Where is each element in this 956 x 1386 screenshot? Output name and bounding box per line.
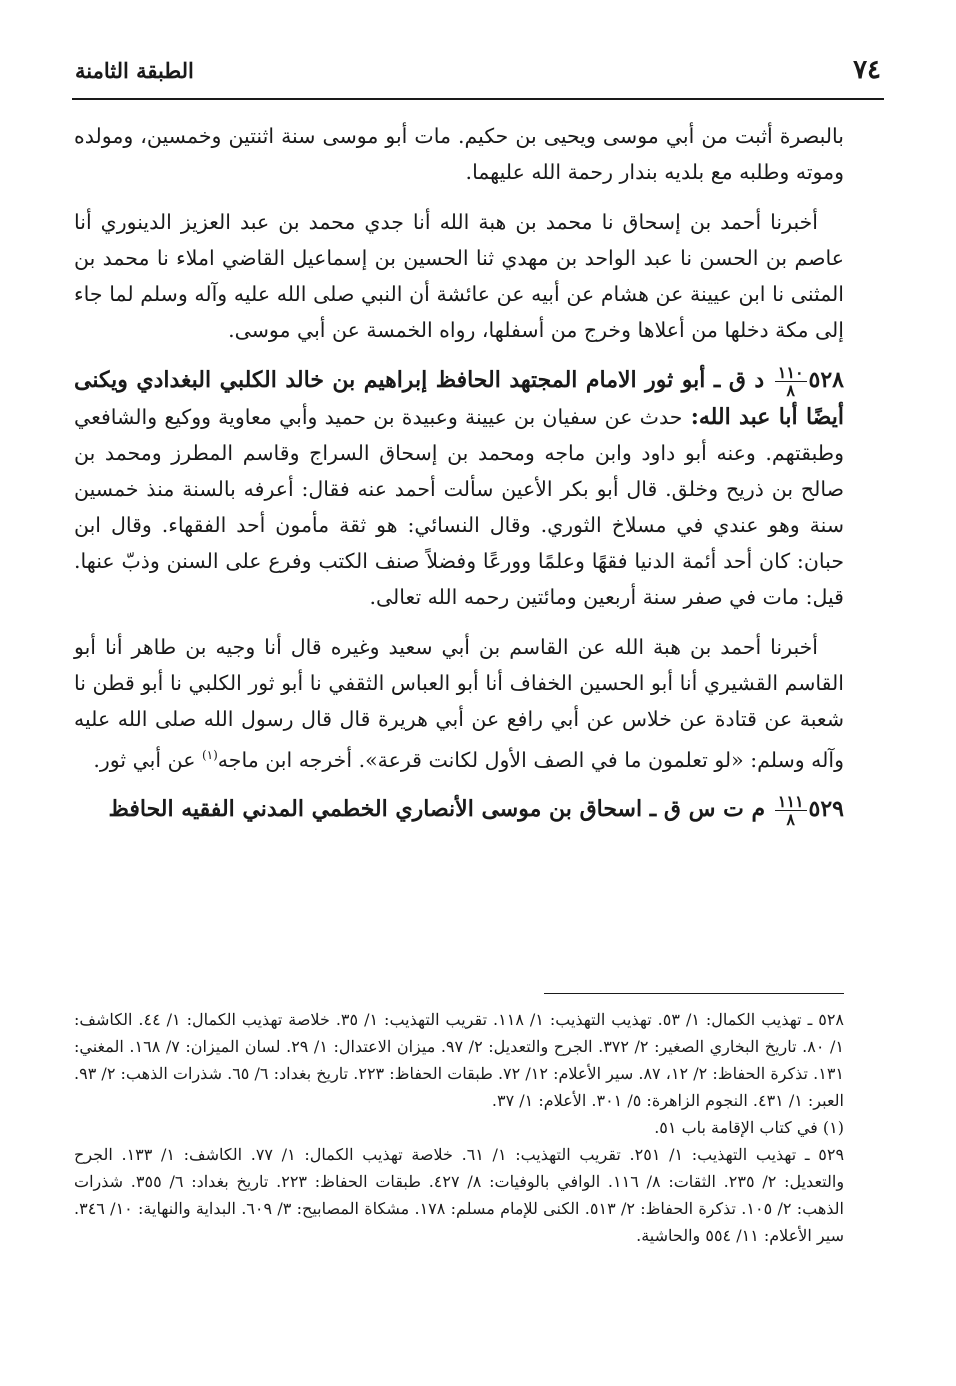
paragraph-isnad-2 xyxy=(74,629,844,778)
footnote-rule xyxy=(544,993,844,994)
footnote-529-sources: ٥٢٩ ـ تهذيب التهذيب: ١/ ٢٥١. تقريب التهذيب: ١/ ٦١. خلاصة تهذيب الكمال: ١/ ٧٧. الكاشف: ١/ ١٣٣. الجرح والتعديل: ٢/ ٢٣٥. الثقات: ٨/ ١١٦. الوافي بالوفيات: ٨/ ٤٢٧. طبقات الحفاظ: ٢٢٣. تاريخ بغداد: ٦/ ٣٥٥. شذرات الذهب: ٢/ ١٠٥. تذكرة الحفاظ: ٢/ ٥١٣. الكنى للإمام مسلم: ١٧٨. مشكاة المصابيح: ٣/ ٦٠٩. البداية والنهاية: ١٠/ ٣٤٦. سير الأعلام: ١١/ ٥٥٤ والحاشية. xyxy=(74,1145,845,1245)
entry-528-fraction xyxy=(775,364,807,399)
isnad-2-tail: عن أبي ثور. xyxy=(93,747,202,772)
running-title: الطبقة الثامنة xyxy=(75,57,194,83)
entry-528-frac-num: ١١٠ xyxy=(775,364,807,382)
page-number: ٧٤ xyxy=(853,55,881,85)
entry-528-frac-den: ٨ xyxy=(786,380,795,400)
footnote-ref-1: (١) xyxy=(201,747,218,762)
isnad-2-text: أخبرنا أحمد بن هبة الله عن القاسم بن أبي سعيد وغيره قال أنا وجيه بن طاهر أنا أبو القاسم القشيري أنا أبو الحسين الخفاف أنا أبو العباس الثقفي نا أبو ثور الكلبي نا أبو قطن نا شعبة عن قتادة عن خلاس عن أبي رافع عن أبي هريرة قال قال رسول الله صلى الله عليه وآله وسلم: «لو تعلمون ما في الصف الأول لكانت قرعة». أخرجه ابن ماجه xyxy=(74,634,844,772)
footnote-528-sources: ٥٢٨ ـ تهذيب الكمال: ١/ ٥٣. تهذيب التهذيب: ١/ ١١٨. تقريب التهذيب: ١/ ٣٥. خلاصة تهذيب الكمال: ١/ ٤٤. الكاشف: ١/ ٨٠. تاريخ البخاري الصغير: ٢/ ٣٧٢. الجرح والتعديل: ٢/ ٩٧. ميزان الاعتدال: ١/ ٢٩. لسان الميزان: ٧/ ١٦٨. المغني: ١٣١. تذكرة الحفاظ: ٢/ ١٢، ٨٧. سير الأعلام: ١٢/ ٧٢. طبقات الحفاظ: ٢٢٣. تاريخ بغداد: ٦/ ٦٥. شذرات الذهب: ٢/ ٩٣. العبر: ١/ ٤٣١. النجوم الزاهرة: ٥/ ٣٠١. الأعلام: ١/ ٣٧. xyxy=(74,1010,845,1110)
entry-528 xyxy=(74,362,844,615)
entry-529-frac-den: ٨ xyxy=(786,809,795,829)
entry-529-frac-num: ١١١ xyxy=(775,793,807,811)
entry-528-text: حدث عن سفيان بن عيينة وعبيدة بن حميد وأبي معاوية ووكيع والشافعي وطبقتهم. وعنه أبو داود وابن ماجه ومحمد بن إسحاق السراج وقاسم المطرز ومحمد بن صالح بن ذريح وخلق. قال أبو بكر الأعين سألت أحمد عنه فقال: أعرفه بالسنة منذ خمسين سنة وهو عندي في مسلاخ الثوري. وقال النسائي: هو ثقة مأمون أحد الفقهاء. وقال ابن حبان: كان أحد أئمة الدنيا فقهًا وعلمًا وورعًا وفضلاً صنف الكتب وفرع على السنن وذبّ عنها. قيل: مات في صفر سنة أربعين ومائتين رحمه الله تعالى. xyxy=(74,404,844,609)
entry-528-number: ٥٢٨ xyxy=(808,367,844,393)
entry-528-heading: د ق ـ أبو ثور الامام المجتهد الحافظ إبراهيم بن خالد الكلبي البغدادي ويكنى أيضًا أبا عبد الله: xyxy=(74,367,844,430)
entry-529-number: ٥٢٩ xyxy=(808,796,844,823)
paragraph-continuation: بالبصرة أثبت من أبي موسى ويحيى بن حكيم. مات أبو موسى سنة اثنتين وخمسين، ومولده وموته وطلبه مع بلديه بندار رحمة الله عليهما. xyxy=(74,124,844,184)
footnotes xyxy=(74,1006,844,1249)
footnote-1: (١) في كتاب الإقامة باب ٥١. xyxy=(654,1118,844,1137)
page-header xyxy=(75,52,881,88)
entry-529-heading: م ت س ق ـ اسحاق بن موسى الأنصاري الخطمي المدني الفقيه الحافظ xyxy=(108,796,766,823)
entry-529-fraction xyxy=(775,793,807,828)
entry-529 xyxy=(74,791,844,828)
header-rule xyxy=(72,98,884,100)
main-text xyxy=(74,118,844,842)
paragraph-isnad-1: أخبرنا أحمد بن إسحاق نا محمد بن هبة الله أنا جدي محمد بن عبد العزيز الدينوري أنا عاصم بن الحسن نا عبد الواحد بن مهدي ثنا الحسين بن إسماعيل القاضي املاء نا محمد بن المثنى نا ابن عيينة عن هشام عن أبيه عن عائشة أن النبي صلى الله عليه وآله وسلم لما جاء إلى مكة دخلها من أعلاها وخرج من أسفلها، رواه الخمسة عن أبي موسى. xyxy=(74,210,844,342)
